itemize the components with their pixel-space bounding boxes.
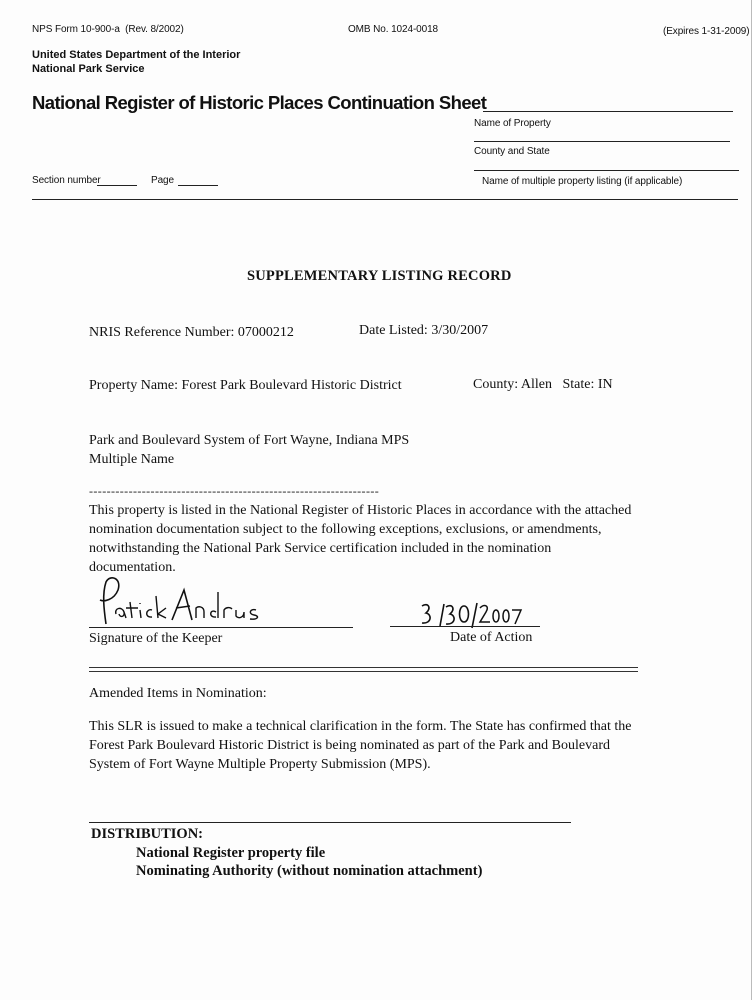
slr-line-3: System of Fort Wayne Multiple Property Submission (MPS). <box>89 757 431 772</box>
date-of-action-label: Date of Action <box>450 630 533 645</box>
slr-line-1: This SLR is issued to make a technical clarification in the form. The State has confirmed that the <box>89 719 632 734</box>
state-label: State: <box>562 377 595 392</box>
multiple-listing-line <box>474 170 739 171</box>
signature-line <box>89 627 353 628</box>
multiple-name-label: Multiple Name <box>89 452 175 467</box>
statement-line-4: documentation. <box>89 560 176 575</box>
distribution-rule <box>89 822 571 823</box>
state-value: IN <box>597 377 613 392</box>
header-divider <box>32 199 738 200</box>
form-rev-text: (Rev. 8/2002) <box>125 24 184 35</box>
nris-value: 07000212 <box>237 325 294 340</box>
double-rule-text <box>89 662 638 672</box>
section-number-field <box>97 185 137 186</box>
record-heading: SUPPLEMENTARY LISTING RECORD <box>247 268 512 284</box>
date-listed <box>359 322 488 340</box>
department-name: United States Department of the Interior <box>32 49 241 61</box>
section-number-label: Section number <box>32 175 101 186</box>
property-name-value: Forest Park Boulevard Historic District <box>181 378 402 393</box>
omb-number: OMB No. 1024-0018 <box>348 24 439 35</box>
slr-line-2: Forest Park Boulevard Historic District is being nominated as part of the Park and Boulevard <box>89 738 611 753</box>
form-id <box>32 24 184 35</box>
county-state-label: County and State <box>474 146 550 157</box>
date-of-action-line <box>390 626 540 627</box>
distribution-label: DISTRIBUTION: <box>91 826 203 842</box>
expiration-date: (Expires 1-31-2009) <box>663 26 750 37</box>
statement-line-2: nomination documentation subject to the following exceptions, exclusions, or amendments, <box>89 522 602 537</box>
name-of-property-line <box>483 111 733 112</box>
multiple-listing-label: Name of multiple property listing (if applicable) <box>482 176 683 187</box>
county-state-line <box>474 141 730 142</box>
page-number-field <box>178 185 218 186</box>
distribution-item: National Register property file <box>136 845 326 861</box>
property-name <box>89 377 402 395</box>
property-name-label: Property Name: <box>89 378 179 393</box>
date-listed-label: Date Listed: <box>359 323 428 338</box>
nris-reference <box>89 324 294 342</box>
county-label: County: <box>473 377 519 392</box>
amended-items-label: Amended Items in Nomination: <box>89 686 267 701</box>
page-label: Page <box>151 175 174 186</box>
agency-name: National Park Service <box>32 63 145 75</box>
mps-name: Park and Boulevard System of Fort Wayne, Indiana MPS <box>89 433 410 448</box>
county-state <box>473 376 613 394</box>
signature-label: Signature of the Keeper <box>89 631 223 646</box>
keeper-signature <box>92 572 272 630</box>
page-title: National Register of Historic Places Continuation Sheet <box>32 92 487 113</box>
form-id-text: NPS Form 10-900-a <box>32 24 120 35</box>
dashed-separator: ------------------------------------------------------------------ <box>89 484 380 498</box>
statement-line-3: notwithstanding the National Park Service certification included in the nomination <box>89 541 552 556</box>
county-value: Allen <box>520 377 552 392</box>
distribution-item: Nominating Authority (without nomination attachment) <box>136 863 483 879</box>
statement-line-1: This property is listed in the National Register of Historic Places in accordance with the attached <box>89 503 632 518</box>
date-listed-value: 3/30/2007 <box>431 323 489 338</box>
nris-label: NRIS Reference Number: <box>89 325 235 340</box>
name-of-property-label: Name of Property <box>474 118 551 129</box>
